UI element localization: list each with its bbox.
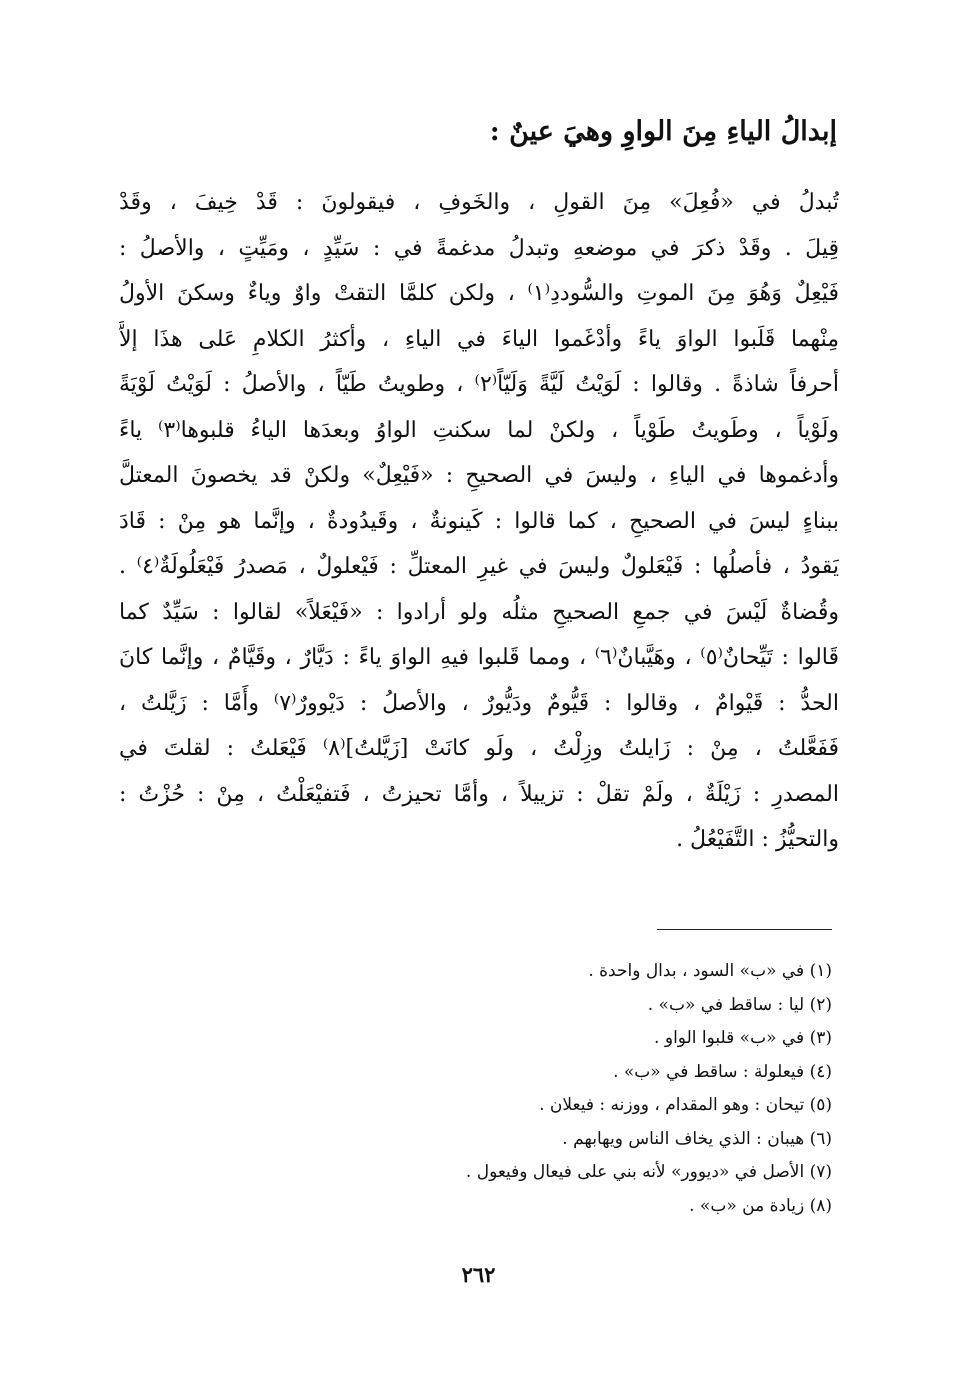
body-line: قِيلَ . وقَدْ ذكرَ في موضعهِ وتبدلُ مدغمةً في : سَيِّدٍ ، ومَيِّتٍ ، والأصلُ :: [119, 235, 839, 261]
body-line: مِنْهما قَلَبوا الواوَ ياءً وأدْغَموا الياءَ في الياءِ ، وأكثرُ الكلامِ عَلى هذَا إلاَّ: [119, 326, 839, 352]
body-line: قَالوا : تَيِّحانٌ⁽٥⁾ ، وهَيَّبانٌ⁽٦⁾ ، ومما قَلبوا فيهِ الواوَ ياءً : دَيَّارٌ ، وقَيَّامٌ ، وإنَّما كانَ: [119, 645, 839, 670]
body-line: تُبدلُ في «فُعِلَ» مِنَ القولِ ، والخَوفِ ، فيقولونَ : قَدْ خِيفَ ، وقَدْ: [119, 190, 839, 215]
body-line: والتحيُّزُ : التَّفَيْعُلُ .: [676, 827, 839, 852]
body-line: أحرفاً شاذةً . وقالوا : لَوَيْتُ لَيَّةً وَلَيّاً⁽٢⁾ ، وطويتُ طَيّاً ، والأصلُ : لَوَيْتُ لَوْيَةً: [119, 372, 839, 397]
body-paragraph: [119, 180, 839, 863]
footnote-item: (٣) في «ب» قلبوا الواو .: [654, 1028, 832, 1048]
footnote-item: (١) في «ب» السود ، بدال واحدة .: [588, 961, 832, 981]
footnote-item: (٦) هيبان : الذي يخاف الناس ويهابهم .: [562, 1128, 832, 1149]
body-line: المصدرِ : زَيْلَةٌ ، ولَمْ تقلْ : تزييلاً ، وأمَّا تحيزتُ ، فَتفيْعَلْتُ ، مِنْ : حُزْتُ :: [119, 781, 839, 807]
page-number: ٢٦٢: [461, 1262, 496, 1287]
body-line: ببناءٍ ليسَ في الصحيحِ ، كما قالوا : كَينونةٌ ، وقَيدُودةٌ ، وإنَّما هو مِنْ : قَادَ: [119, 508, 839, 534]
footnote-item: (٢) ليا : ساقط في «ب» .: [647, 994, 832, 1015]
body-line: وأدغموها في الياءِ ، وليسَ في الصحيحِ : «فَيْعِلٌ» ولكنْ قد يخصونَ المعتلَّ: [119, 463, 839, 488]
body-line: فَيْعِلٌ وَهُوَ مِنَ الموتِ والسُّوددِ⁽١⁾ ، ولكن كلمَّا التقتْ واوٌ وياءٌ وسكنَ الأولُ: [119, 281, 839, 306]
footnote-item: (٥) تيحان : وهو المقدام ، ووزنه : فيعلان .: [539, 1095, 832, 1115]
body-line: الحدُّ : قَيْوامٌ ، وقالوا : قَيُّومٌ ودَيُّورٌ ، والأصلُ : دَيْوورٌ⁽٧⁾ وأَمَّا : زَيَّلتُ ،: [119, 690, 839, 716]
footnote-separator: [657, 929, 832, 930]
footnote-item: (٨) زيادة من «ب» .: [689, 1195, 832, 1216]
body-line: وقُضاةٌ لَيْسَ في جمعِ الصحيحِ مثلُه ولو أرادوا : «فَيْعَلاً» لقالوا : سَيِّدٌ كما: [119, 599, 839, 625]
footnote-item: (٤) فيعلولة : ساقط في «ب» .: [613, 1061, 832, 1082]
section-heading: إبدالُ الياءِ مِنَ الواوِ وهيَ عينٌ :: [489, 116, 837, 147]
body-line: فَفَعَّلتُ ، مِنْ : زَايلتُ وزِلْتُ ، ولَو كانَتْ [زَيَّلتُ]⁽٨⁾ فَيْعَلتُ : لقلتَ في: [119, 736, 839, 761]
footnotes-list: [132, 955, 832, 1223]
footnote-item: (٧) الأصل في «ديوور» لأنه بني على فيعال وفيعول .: [465, 1162, 832, 1182]
body-line: يَقودُ ، فأصلُها : فَيْعَلولٌ وليسَ في غيرِ المعتلِّ : فَيْعلولٌ ، مَصدرُ فَيْعَلُولَةٌ⁽٤⁾ .: [119, 554, 839, 579]
body-line: ولَوْياً ، وطَويتُ طَوْياً ، ولكنْ لما سكنتِ الواوُ وبعدَها الياءُ قلبوها⁽٣⁾ ياءً: [119, 417, 839, 443]
